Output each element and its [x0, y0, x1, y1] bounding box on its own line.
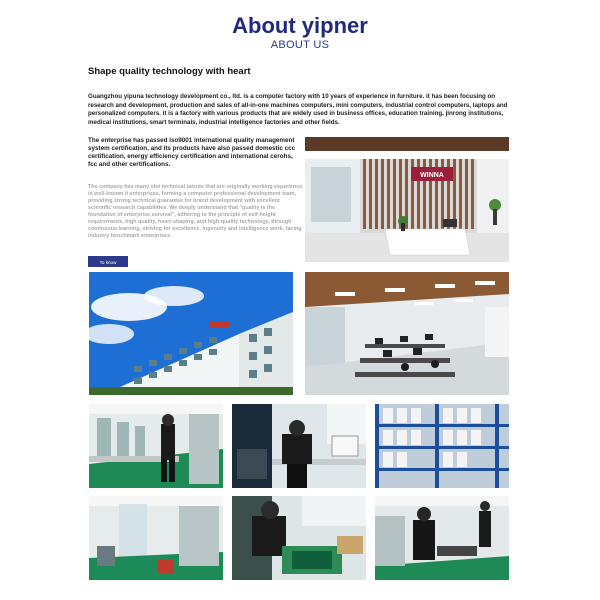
burn-in-rack-photo — [375, 404, 509, 488]
assembly-line-photo — [89, 404, 223, 488]
section-heading: Shape quality technology with heart — [88, 66, 251, 77]
motherboard-assembly-photo — [232, 496, 366, 580]
reception-sign-text: WINNA — [420, 172, 444, 179]
company-detail-paragraph: The company has many slot technical talents that are originally working experience in well-known it enterprises, forming a computer professional development team, providing strong technical guarantee for brand development with excellent scientific research capabilities. We deeply understand that "quality is the foundation of enterprise survival", adhering to the principle of self-height requirements, high quality, heart-shaping, and high-quality technology, through continuous learning, striving for excellence, ingenuity and intelligence work, facing industry benchmark enterprises. — [88, 184, 303, 239]
factory-building-photo — [89, 272, 293, 395]
know-more-button[interactable]: To know — [88, 256, 128, 267]
intro-paragraph: Guangzhou yipuna technology development co., ltd. is a computer factory with 10 years of experience in furniture. it has been focusing on research and development, production and sales of all-in-one machines computers, mini computers, industrial control computers, laptops and personalized computers. it is a factory with various products that are widely used in business offices, education training, jinrong institutions, medical institutions, smart terminals, industrial intelligence factories and other fields. — [88, 93, 508, 126]
page-title: About yipner — [232, 13, 368, 38]
testing-station-photo — [232, 404, 366, 488]
office-floor-photo — [305, 272, 509, 395]
page-subtitle: ABOUT US — [270, 39, 330, 51]
reception-photo — [305, 137, 509, 262]
certification-paragraph: The enterprise has passed iso9001 international quality management system certification, and its products have also passed domestic ccc certification, energy efficiency certification and international cerohs, fcc and other certifications. — [88, 137, 296, 168]
quality-inspection-photo — [375, 496, 509, 580]
production-workshop-photo — [89, 496, 223, 580]
